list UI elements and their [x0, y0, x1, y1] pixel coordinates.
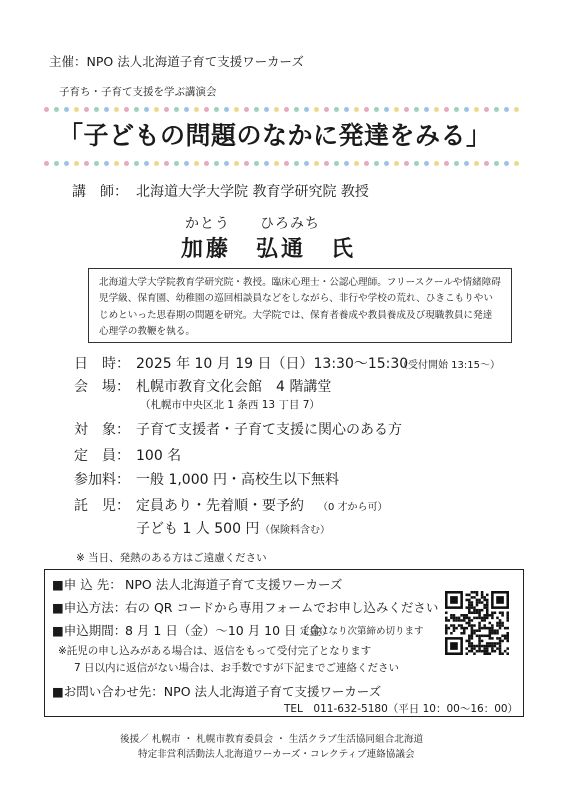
divider-dot	[104, 161, 109, 166]
divider-dot	[414, 107, 419, 112]
dot-divider-bottom	[44, 160, 524, 168]
divider-dot	[64, 161, 69, 166]
divider-dot	[404, 161, 409, 166]
childcare-note-2: 7 日以内に返信がない場合は、お手数ですが下記までご連絡ください	[74, 662, 400, 674]
divider-dot	[64, 107, 69, 112]
sponsors-line-2: 特定非営利活動法人北海道ワーカーズ・コレクティブ連絡協議会	[138, 749, 415, 760]
divider-dot	[364, 107, 369, 112]
divider-dot	[224, 161, 229, 166]
divider-dot	[364, 161, 369, 166]
divider-dot	[74, 161, 79, 166]
divider-dot	[314, 161, 319, 166]
divider-dot	[304, 161, 309, 166]
divider-dot	[424, 161, 429, 166]
divider-dot	[484, 107, 489, 112]
divider-dot	[174, 161, 179, 166]
divider-dot	[464, 161, 469, 166]
divider-dot	[404, 107, 409, 112]
divider-dot	[454, 161, 459, 166]
divider-dot	[284, 107, 289, 112]
divider-dot	[74, 107, 79, 112]
divider-dot	[334, 107, 339, 112]
divider-dot	[264, 107, 269, 112]
divider-dot	[254, 107, 259, 112]
divider-dot	[44, 107, 49, 112]
divider-dot	[134, 161, 139, 166]
divider-dot	[264, 161, 269, 166]
detail-value: 子ども 1 人 500 円	[136, 521, 260, 537]
lecturer-name: 加藤 弘通 氏	[181, 237, 357, 262]
detail-value: 定員あり・先着順・要予約	[136, 498, 304, 514]
divider-dot	[114, 161, 119, 166]
divider-dot	[474, 107, 479, 112]
divider-dot	[444, 161, 449, 166]
divider-dot	[244, 161, 249, 166]
divider-dot	[294, 107, 299, 112]
divider-dot	[174, 107, 179, 112]
divider-dot	[304, 107, 309, 112]
divider-dot	[434, 107, 439, 112]
divider-dot	[244, 107, 249, 112]
detail-label: 日 時：	[74, 356, 130, 372]
event-title: 「子どもの問題のなかに発達をみる」	[58, 121, 492, 150]
apply-to-label: ■申 込 先：	[52, 577, 122, 592]
detail-note: （受付開始 13:15〜）	[398, 360, 500, 371]
qr-code[interactable]	[445, 591, 509, 655]
inquiry-line: ■お問い合わせ先：NPO 法人北海道子育て支援ワーカーズ	[52, 684, 382, 699]
divider-dot	[384, 161, 389, 166]
lecturer-bio: 北海道大学大学院教育学研究院・教授。臨床心理士・公認心理師。フリースクールや情緒障碍児学級、保育園、幼稚園の巡回相談員などをしながら、非行や学校の荒れ、ひきこもりやいじめといった思春期の問題を研究。大学院では、保育者養成や教員養成及び現職教員に発達心理学の教鞭を執る。	[88, 268, 512, 343]
event-series: 子育ち・子育て支援を学ぶ講演会	[59, 86, 217, 98]
divider-dot	[224, 107, 229, 112]
detail-value: 子育て支援者・子育て支援に関心のある方	[136, 422, 402, 438]
divider-dot	[204, 161, 209, 166]
divider-dot	[344, 161, 349, 166]
divider-dot	[144, 161, 149, 166]
divider-dot	[104, 107, 109, 112]
divider-dot	[144, 107, 149, 112]
apply-method-label: ■申込方法：	[52, 600, 127, 615]
apply-period-label: ■申込期間：	[52, 623, 127, 638]
divider-dot	[164, 161, 169, 166]
detail-label: 託 児：	[74, 498, 130, 514]
divider-dot	[514, 107, 519, 112]
divider-dot	[194, 107, 199, 112]
divider-dot	[84, 107, 89, 112]
sponsors-line-1: 後援／ 札幌市 ・ 札幌市教育委員会 ・ 生活クラブ生活協同組合北海道	[120, 734, 424, 745]
divider-dot	[94, 161, 99, 166]
divider-dot	[154, 161, 159, 166]
divider-dot	[434, 161, 439, 166]
divider-dot	[214, 107, 219, 112]
divider-dot	[414, 161, 419, 166]
divider-dot	[314, 107, 319, 112]
divider-dot	[474, 161, 479, 166]
divider-dot	[204, 107, 209, 112]
divider-dot	[194, 161, 199, 166]
detail-note: （0 才から可）	[318, 502, 388, 513]
divider-dot	[324, 107, 329, 112]
detail-label: 対 象：	[74, 422, 130, 438]
apply-period-value: 8 月 1 日（金）〜10 月 10 日（金）	[125, 623, 335, 638]
divider-dot	[494, 161, 499, 166]
divider-dot	[54, 161, 59, 166]
divider-dot	[134, 107, 139, 112]
divider-dot	[424, 107, 429, 112]
detail-label: 定 員：	[74, 448, 130, 464]
divider-dot	[184, 161, 189, 166]
divider-dot	[164, 107, 169, 112]
apply-method-value: 右の QR コードから専用フォームでお申し込みください	[125, 600, 439, 615]
organizer: 主催：NPO 法人北海道子育て支援ワーカーズ	[49, 54, 304, 69]
divider-dot	[284, 161, 289, 166]
divider-dot	[44, 161, 49, 166]
apply-period-note: 定員になり次第締め切ります	[300, 626, 424, 637]
divider-dot	[504, 107, 509, 112]
divider-dot	[444, 107, 449, 112]
childcare-note-1: ※託児の申し込みがある場合は、返信をもって受付完了となります	[58, 645, 372, 657]
divider-dot	[484, 161, 489, 166]
divider-dot	[394, 161, 399, 166]
divider-dot	[214, 161, 219, 166]
divider-dot	[344, 107, 349, 112]
divider-dot	[514, 161, 519, 166]
detail-value: 100 名	[136, 448, 182, 464]
divider-dot	[254, 161, 259, 166]
divider-dot	[334, 161, 339, 166]
divider-dot	[374, 161, 379, 166]
detail-label: 参加料：	[74, 472, 130, 488]
divider-dot	[184, 107, 189, 112]
lecturer-reading: かとう ひろみち	[185, 216, 320, 232]
fever-warning: ※ 当日、発熱のある方はご遠慮ください	[76, 552, 267, 564]
divider-dot	[464, 107, 469, 112]
divider-dot	[84, 161, 89, 166]
divider-dot	[294, 161, 299, 166]
divider-dot	[384, 107, 389, 112]
divider-dot	[274, 161, 279, 166]
detail-note: （札幌市中央区北 1 条西 13 丁目 7）	[140, 399, 320, 411]
contact-tel: TEL 011-632-5180（平日 10：00〜16：00）	[284, 703, 519, 715]
detail-value: 一般 1,000 円・高校生以下無料	[136, 472, 339, 488]
divider-dot	[94, 107, 99, 112]
apply-to-value: NPO 法人北海道子育て支援ワーカーズ	[125, 577, 343, 592]
divider-dot	[274, 107, 279, 112]
divider-dot	[114, 107, 119, 112]
detail-note: （保険料含む）	[260, 525, 330, 536]
divider-dot	[354, 107, 359, 112]
lecturer-label: 講 師：	[72, 184, 128, 200]
lecturer-affiliation: 北海道大学大学院 教育学研究院 教授	[136, 184, 369, 200]
detail-value: 札幌市教育文化会館 4 階講堂	[136, 379, 332, 395]
divider-dot	[394, 107, 399, 112]
divider-dot	[374, 107, 379, 112]
dot-divider-top	[44, 106, 524, 114]
divider-dot	[494, 107, 499, 112]
divider-dot	[234, 161, 239, 166]
divider-dot	[124, 161, 129, 166]
detail-value: 2025 年 10 月 19 日（日）13:30〜15:30	[136, 356, 409, 372]
divider-dot	[234, 107, 239, 112]
divider-dot	[154, 107, 159, 112]
divider-dot	[454, 107, 459, 112]
divider-dot	[504, 161, 509, 166]
divider-dot	[324, 161, 329, 166]
detail-label: 会 場：	[74, 379, 130, 395]
divider-dot	[354, 161, 359, 166]
divider-dot	[54, 107, 59, 112]
divider-dot	[124, 107, 129, 112]
